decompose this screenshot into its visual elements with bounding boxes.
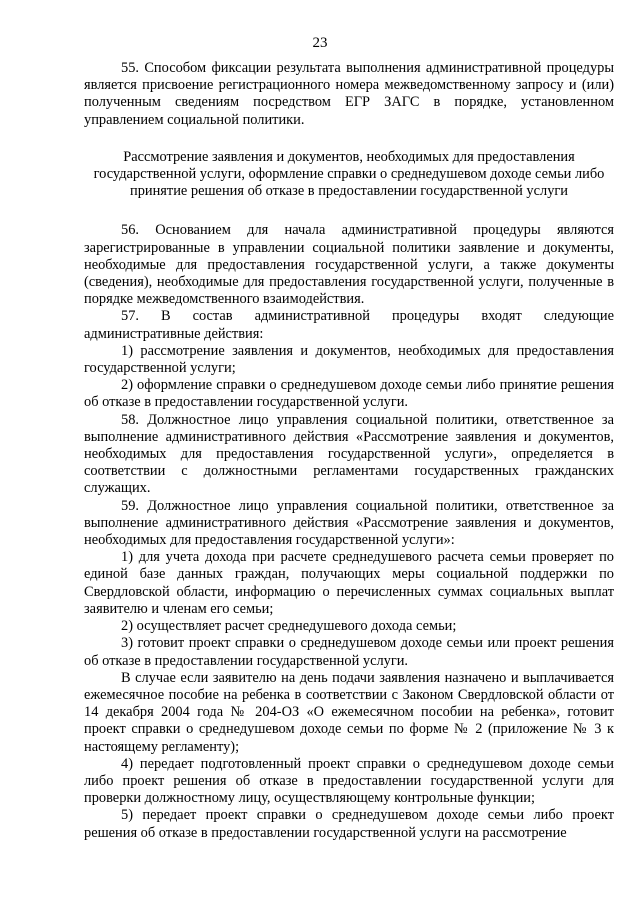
paragraph-59: 59. Должностное лицо управления социальной политики, ответственное за выполнение административного действия «Рассмотрение заявления и документов, необходимых для предоставления государственной услуги»: [84,497,614,549]
paragraph-55: 55. Способом фиксации результата выполнения административной процедуры является присвоение регистрационного номера межведомственному запросу и (или) полученным сведениям посредством ЕГР ЗАГС в порядке, установленном управлением социальной политики. [84,60,614,128]
paragraph-57: 57. В состав административной процедуры входят следующие административные действия: [84,308,614,342]
paragraph-59-special-case: В случае если заявителю на день подачи заявления назначено и выплачивается ежемесячное пособие на ребенка в соответствии с Законом Свердловской области от 14 декабря 2004 года № 204-ОЗ «О ежемесячном пособии на ребенка», готовит проект справки о среднедушевом доходе семьи по форме № 2 (приложение № 3 к настоящему регламенту); [84,669,614,755]
page-number: 23 [312,35,328,51]
document-body [84,60,614,842]
paragraph-59-item-2: 2) осуществляет расчет среднедушевого дохода семьи; [121,618,457,635]
paragraph-59-item-5: 5) передает проект справки о среднедушевом доходе семьи либо проект решения об отказе в предоставлении государственной услуги на рассмотрение [84,807,614,841]
section-heading: Рассмотрение заявления и документов, необходимых для предоставления государственной услуги, оформление справки о среднедушевом доходе семьи либо принятие решения об отказе в предоставлении государственной услуги [93,148,605,200]
paragraph-59-item-3: 3) готовит проект справки о среднедушевом доходе семьи или проект решения об отказе в предоставлении государственной услуги. [84,635,614,669]
paragraph-58: 58. Должностное лицо управления социальной политики, ответственное за выполнение административного действия «Рассмотрение заявления и документов, необходимых для предоставления государственной услуги», определяется в соответствии с должностными регламентами государственных гражданских служащих. [84,411,614,497]
paragraph-57-item-1: 1) рассмотрение заявления и документов, необходимых для предоставления государственной услуги; [84,342,614,377]
paragraph-57-item-2: 2) оформление справки о среднедушевом доходе семьи либо принятие решения об отказе в предоставлении государственной услуги. [84,377,614,411]
paragraph-56: 56. Основанием для начала административной процедуры являются зарегистрированные в управлении социальной политики заявление и документы, необходимые для предоставления государственной услуги, а также документы (сведения), необходимые для предоставления государственной услуги, полученные в порядке межведомственного взаимодействия. [84,222,614,308]
paragraph-59-item-4: 4) передает подготовленный проект справки о среднедушевом доходе семьи либо проект решения об отказе в предоставлении государственной услуги для проверки должностному лицу, осуществляющему контрольные функции; [84,755,614,807]
paragraph-59-item-1: 1) для учета дохода при расчете среднедушевого расчета семьи проверяет по единой базе данных граждан, получающих меры социальной поддержки по Свердловской области, информацию о перечисленных суммах социальных выплат заявителю и членам его семьи; [84,549,614,617]
